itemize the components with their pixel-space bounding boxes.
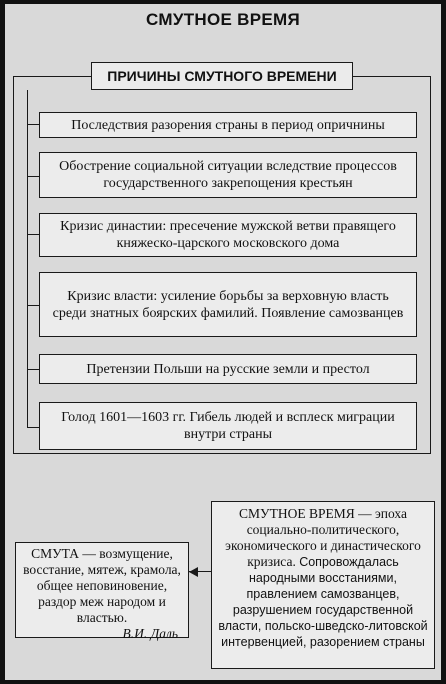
cause-box: Голод 1601—1603 гг. Гибель людей и всплеск миграции внутри страны (39, 402, 417, 450)
page-title: СМУТНОЕ ВРЕМЯ (146, 10, 300, 29)
connector-tick (27, 234, 39, 235)
epoch-definition-detail: Сопровождалась народными восстаниями, правлением самозванцев, разрушением государственной власти, польско-шведско-литовской интервенцией, разорением страны (218, 555, 428, 649)
causes-connector-line (27, 90, 28, 428)
cause-box: Кризис династии: пресечение мужской ветви правящего княжеско-царского московского дома (39, 213, 417, 257)
cause-box: Обострение социальной ситуации вследствие процессов государственного закрепощения крестьян (39, 152, 417, 198)
connector-tick (27, 124, 39, 125)
smuta-definition-text: СМУТА — возмущение, восстание, мятеж, крамола, общее неповиновение, раздор меж народом и властью. (23, 546, 181, 625)
connector-tick (27, 176, 39, 177)
causes-header: ПРИЧИНЫ СМУТНОГО ВРЕМЕНИ (91, 62, 353, 90)
cause-box: Претензии Польши на русские земли и престол (39, 354, 417, 384)
cause-box: Последствия разорения страны в период опричнины (39, 112, 417, 138)
connector-tick (27, 305, 39, 306)
smuta-definition-box (15, 542, 189, 641)
cause-box: Кризис власти: усиление борьбы за верховную власть среди знатных боярских фамилий. Появление самозванцев (39, 272, 417, 337)
smuta-definition-attribution: В.И. Даль (122, 626, 178, 641)
arrow-left-icon (189, 567, 198, 577)
epoch-definition-lead: СМУТНОЕ ВРЕМЯ — эпоха социально-политического, экономического и династического кризиса. (225, 506, 421, 569)
page (5, 4, 441, 680)
connector-tick (27, 369, 39, 370)
connector-tick (27, 427, 39, 428)
epoch-definition-box (211, 501, 435, 669)
